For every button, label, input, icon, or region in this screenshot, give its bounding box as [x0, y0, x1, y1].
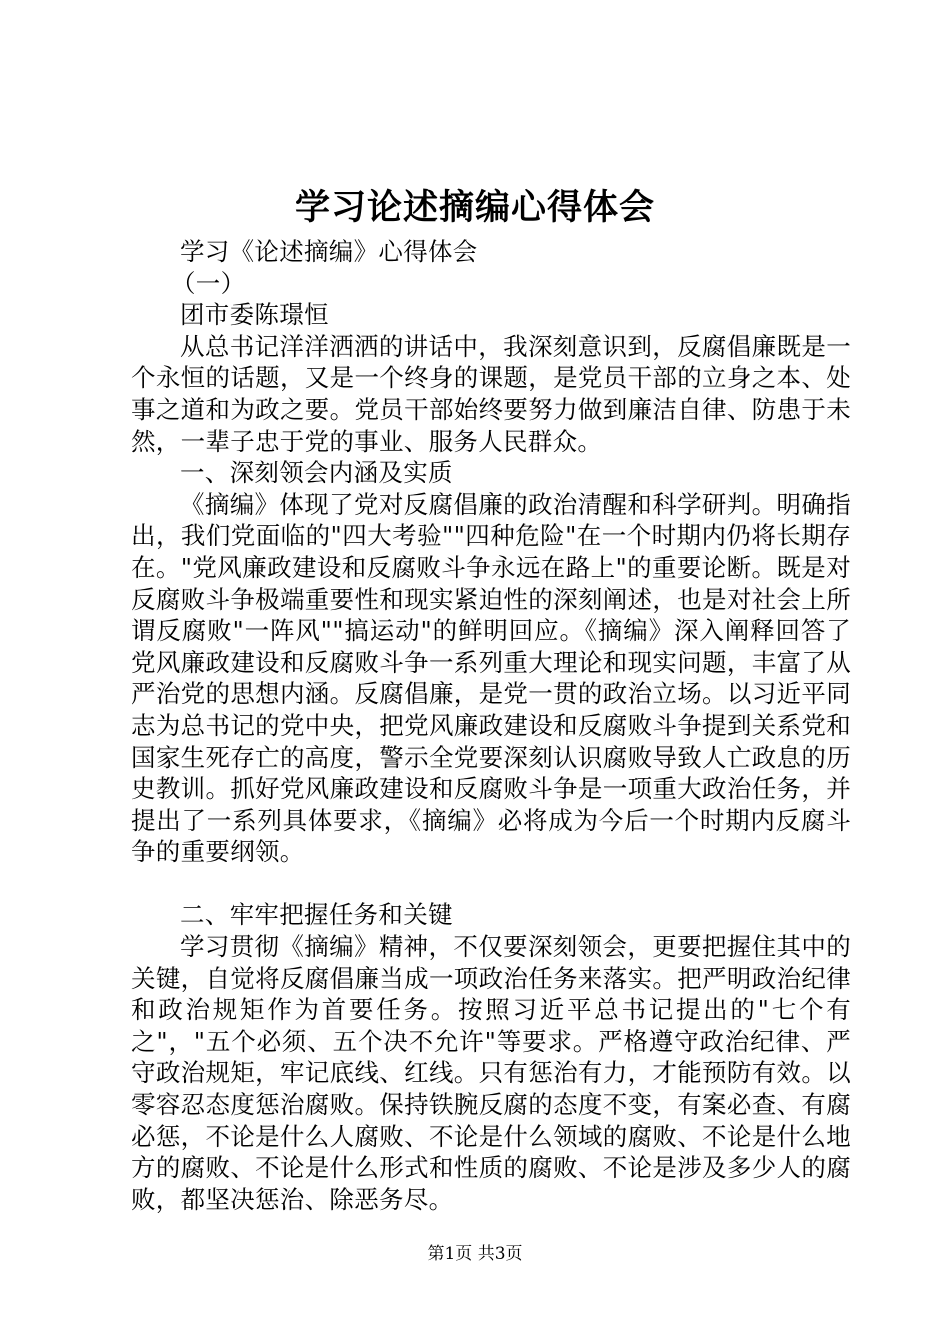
section-heading-2: 二、牢牢把握任务和关键	[180, 900, 453, 930]
document-subtitle: 学习《论述摘编》心得体会	[180, 237, 478, 266]
part-marker: （一）	[171, 268, 246, 298]
paragraph-section-1: 《摘编》体现了党对反腐倡廉的政治清醒和科学研判。明确指出，我们党面临的"四大考验""四种危险"在一个时期内仍将长期存在。"党风廉政建设和反腐败斗争永远在路上"的重要论断。既是对反腐败斗争极端重要性和现实紧迫性的深刻阐述，也是对社会上所谓反腐败"一阵风""搞运动"的鲜明回应。《摘编》深入阐释回答了党风廉政建设和反腐败斗争一系列重大理论和现实问题，丰富了从严治党的思想内涵。反腐倡廉，是党一贯的政治立场。以习近平同志为总书记的党中央，把党风廉政建设和反腐败斗争提到关系党和国家生死存亡的高度，警示全党要深刻认识腐败导致人亡政息的历史教训。抓好党风廉政建设和反腐败斗争是一项重大政治任务，并提出了一系列具体要求，《摘编》必将成为今后一个时期内反腐斗争的重要纲领。	[131, 489, 851, 867]
page-indicator: 第1页 共3页	[427, 1244, 523, 1264]
paragraph-spacer	[131, 868, 851, 900]
paragraph-section-2: 学习贯彻《摘编》精神，不仅要深刻领会，更要把握住其中的关键，自觉将反腐倡廉当成一项政治任务来落实。把严明政治纪律和政治规矩作为首要任务。按照习近平总书记提出的"七个有之"，"五个必须、五个决不允许"等要求。严格遵守政治纪律、严守政治规矩，牢记底线、红线。只有惩治有力，才能预防有效。以零容忍态度惩治腐败。保持铁腕反腐的态度不变，有案必查、有腐必惩，不论是什么人腐败、不论是什么领域的腐败、不论是什么地方的腐败、不论是什么形式和性质的腐败、不论是涉及多少人的腐败，都坚决惩治、除恶务尽。	[131, 932, 851, 1214]
author-line: 团市委陈璟恒	[180, 300, 329, 330]
document-title: 学习论述摘编心得体会	[294, 187, 655, 228]
paragraph-intro: 从总书记洋洋洒洒的讲话中，我深刻意识到，反腐倡廉既是一个永恒的话题，又是一个终身的课题，是党员干部的立身之本、处事之道和为政之要。党员干部始终要努力做到廉洁自律、防患于未然，一辈子忠于党的事业、服务人民群众。	[131, 331, 851, 456]
section-heading-1: 一、深刻领会内涵及实质	[180, 458, 453, 488]
document-body	[131, 236, 851, 1215]
